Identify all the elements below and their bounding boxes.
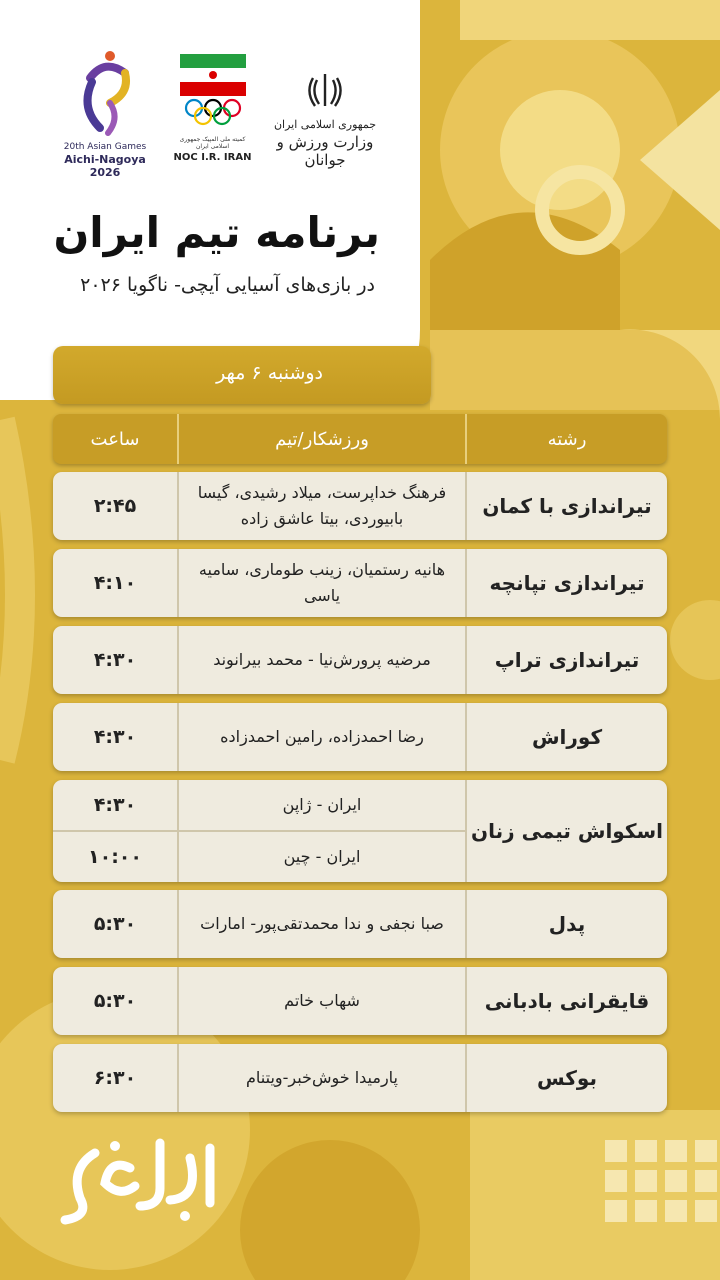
row-sport: کوراش (531, 725, 603, 749)
asian-games-emblem-icon (70, 48, 140, 138)
row-athletes: رضا احمدزاده، رامین احمدزاده (177, 703, 467, 771)
header-athletes: ورزشکار/تیم (177, 414, 467, 464)
asian-games-logo (50, 48, 160, 179)
ministry-logo (265, 70, 385, 169)
table-row (53, 1044, 667, 1112)
date-label: دوشنبه ۶ مهر (216, 362, 323, 384)
row-time: ۲:۴۵ (93, 495, 137, 517)
match-time: ۴:۳۰ (93, 794, 137, 816)
table-row (53, 549, 667, 617)
table-header (53, 414, 667, 464)
table-row (53, 967, 667, 1035)
row-sport: پدل (548, 912, 586, 936)
noc-small-text: کمیته ملی المپیک جمهوری اسلامی ایران (179, 136, 246, 150)
row-time: ۶:۳۰ (93, 1067, 137, 1089)
match-time: ۱۰:۰۰ (88, 846, 142, 868)
row-sport: بوکس (537, 1066, 597, 1090)
table-row (53, 780, 667, 882)
match-teams: ایران - چین (177, 832, 467, 882)
asian-games-line1: 20th Asian Games (63, 142, 147, 152)
row-athletes: هانیه رستمیان، زینب طوماری، سامیه یاسی (177, 549, 467, 617)
row-time: ۴:۳۰ (93, 649, 137, 671)
asian-games-line2: Aichi-Nagoya 2026 (64, 153, 146, 179)
date-badge (53, 346, 431, 404)
iran-flag-olympic-rings-icon (178, 50, 248, 130)
header-sport: رشته (547, 428, 587, 450)
row-time: ۴:۱۰ (93, 572, 137, 594)
row-athletes: فرهنگ خداپرست، میلاد رشیدی، گیسا بابیوردی، بیتا عاشق زاده (177, 472, 467, 540)
row-sport: قایقرانی بادبانی (484, 989, 650, 1013)
row-athletes: صبا نجفی و ندا محمدتقی‌پور- امارات (177, 890, 467, 958)
table-row (53, 472, 667, 540)
match-row (53, 780, 467, 830)
match-row (53, 832, 467, 882)
row-athletes: مرضیه پرورش‌نیا - محمد بیرانوند (177, 626, 467, 694)
row-time: ۵:۳۰ (93, 990, 137, 1012)
page-subtitle: در بازی‌های آسیایی آیچی- ناگویا ۲۰۲۶ (80, 274, 375, 296)
row-sport: تیراندازی با کمان (482, 494, 652, 518)
iran-emblem-icon (305, 70, 345, 110)
row-time: ۴:۳۰ (93, 726, 137, 748)
table-row (53, 703, 667, 771)
row-athletes: پارمیدا خوش‌خبر-ویتنام (177, 1044, 467, 1112)
row-sport: تیراندازی تپانچه (489, 571, 645, 595)
match-teams: ایران - ژاپن (177, 780, 467, 830)
row-sport: تیراندازی تراپ (494, 648, 640, 672)
noc-name: NOC I.R. IRAN (173, 152, 252, 163)
page-title: برنامه تیم ایران (53, 208, 380, 257)
iran-ghahreman-logo (50, 1128, 230, 1228)
table-row (53, 626, 667, 694)
ministry-line2: وزارت ورزش و جوانان (276, 133, 374, 169)
table-row (53, 890, 667, 958)
header-time: ساعت (90, 428, 140, 450)
row-athletes: شهاب خاتم (177, 967, 467, 1035)
row-sport: اسکواش تیمی زنان (471, 819, 663, 843)
row-time: ۵:۳۰ (93, 913, 137, 935)
ministry-line1: جمهوری اسلامی ایران (273, 118, 377, 131)
noc-logo (170, 50, 255, 163)
